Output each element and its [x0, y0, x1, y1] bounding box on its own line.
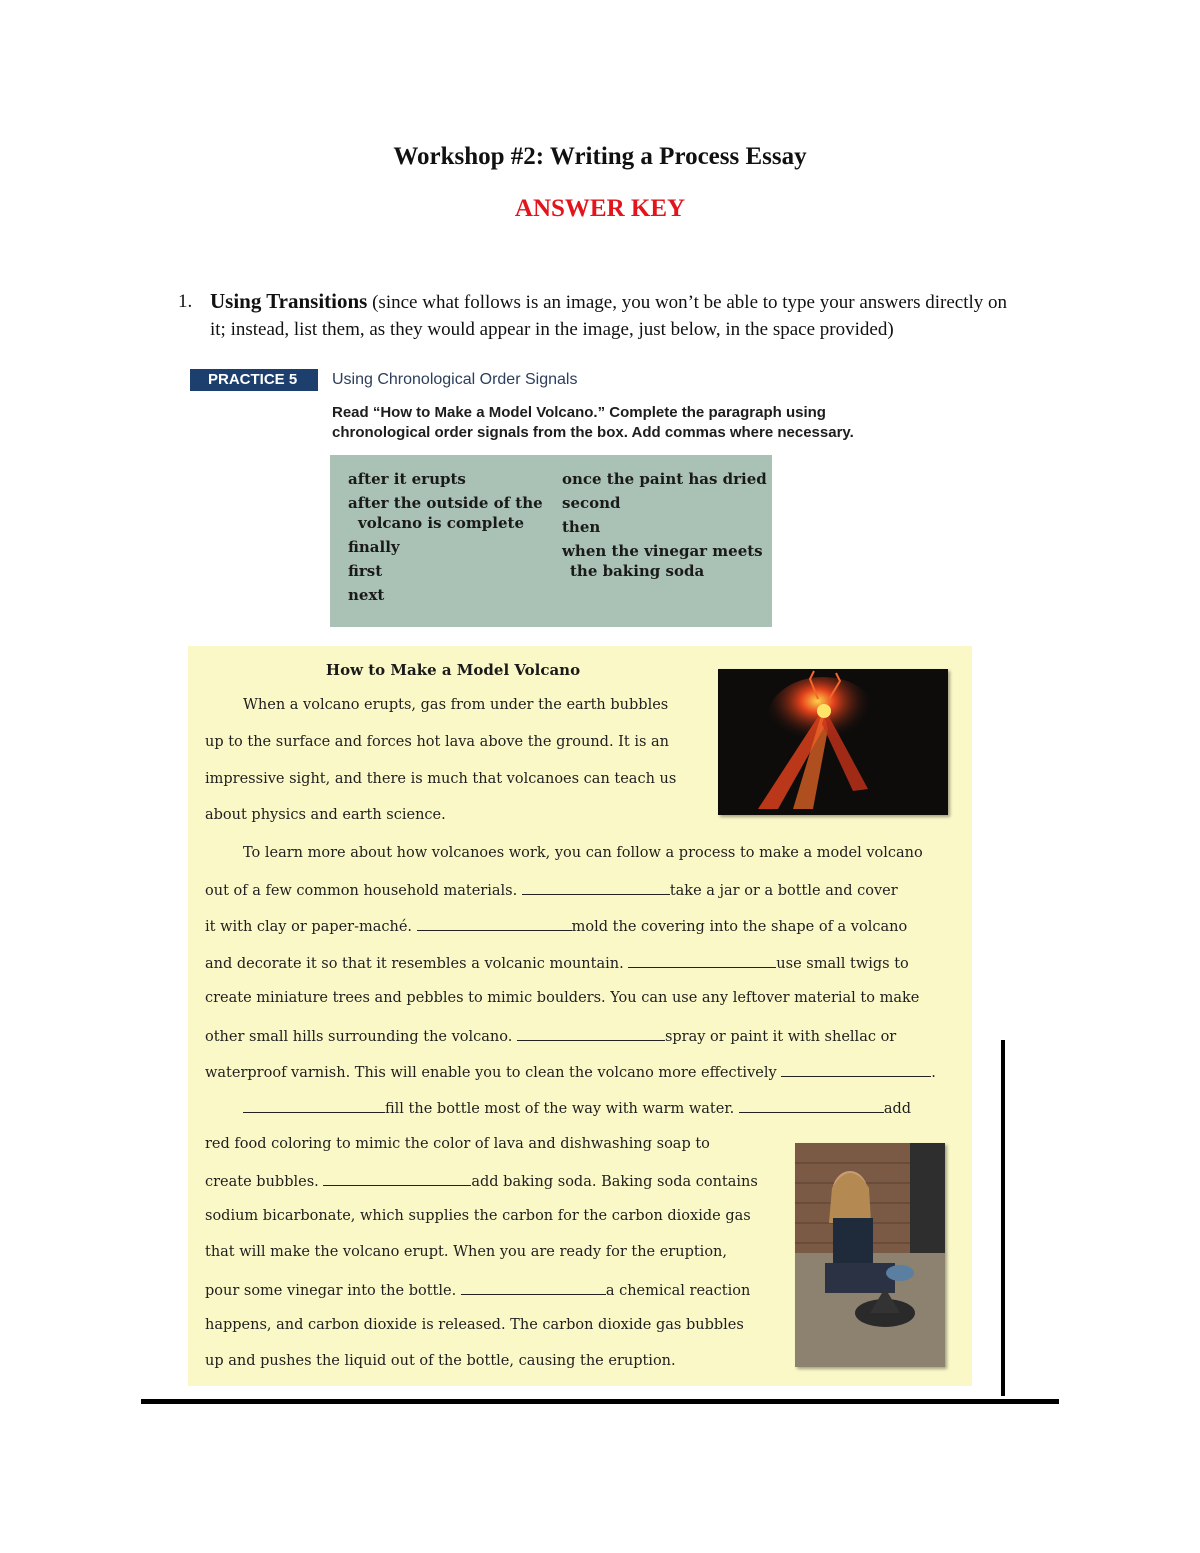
- text-line: [243, 1099, 911, 1117]
- text-segment: use small twigs to: [776, 956, 909, 972]
- volcano-eruption-image: [718, 669, 948, 815]
- text-line: sodium bicarbonate, which supplies the carbon for the carbon dioxide gas: [205, 1208, 751, 1224]
- instructions-line-2: chronological order signals from the box. Add commas where necessary.: [332, 424, 854, 441]
- text-segment: create bubbles.: [205, 1174, 319, 1190]
- volcano-photo: [718, 669, 948, 815]
- signal-item: after the outside of the: [348, 494, 543, 512]
- text-segment: a chemical reaction: [605, 1283, 751, 1299]
- text-segment: pour some vinegar into the bottle.: [205, 1283, 457, 1299]
- signal-item: volcano is complete: [358, 514, 524, 532]
- text-segment: waterproof varnish. This will enable you to clean the volcano more effectively: [205, 1065, 777, 1081]
- signal-item: then: [562, 518, 601, 536]
- reading-title: How to Make a Model Volcano: [325, 661, 581, 679]
- text-segment: and decorate it so that it resembles a volcanic mountain.: [205, 956, 624, 972]
- text-line: that will make the volcano erupt. When you are ready for the eruption,: [205, 1244, 727, 1260]
- text-line: red food coloring to mimic the color of lava and dishwashing soap to: [205, 1136, 710, 1152]
- practice-title: Using Chronological Order Signals: [332, 371, 578, 388]
- answer-key-heading: ANSWER KEY: [514, 195, 686, 222]
- signal-item: once the paint has dried: [562, 470, 767, 488]
- text-line: up to the surface and forces hot lava above the ground. It is an: [205, 734, 670, 750]
- signal-column-2: [562, 469, 772, 585]
- answer-blank[interactable]: [417, 917, 572, 931]
- text-line: [205, 1063, 936, 1081]
- text-segment: other small hills surrounding the volcano.: [205, 1029, 513, 1045]
- text-line: create miniature trees and pebbles to mimic boulders. You can use any leftover material to make: [205, 990, 920, 1006]
- vertical-divider: [1001, 1040, 1005, 1396]
- text-segment: take a jar or a bottle and cover: [669, 883, 898, 899]
- text-line: [205, 1027, 896, 1045]
- answer-blank[interactable]: [628, 954, 776, 968]
- horizontal-divider: [141, 1399, 1059, 1404]
- text-segment: add baking soda. Baking soda contains: [471, 1174, 758, 1190]
- signal-column-1: [348, 469, 548, 609]
- signal-item: next: [348, 586, 385, 604]
- text-line: [205, 1172, 758, 1190]
- text-line: When a volcano erupts, gas from under the earth bubbles: [243, 697, 669, 713]
- instructions-line-1: Read “How to Make a Model Volcano.” Complete the paragraph using: [332, 404, 826, 421]
- question-instruction-2: it; instead, list them, as they would appear in the image, just below, in the space provided): [210, 319, 894, 340]
- question-instruction-1: (since what follows is an image, you won’t be able to type your answers directly on: [372, 292, 1008, 313]
- signal-item: second: [562, 494, 621, 512]
- text-line: [205, 917, 907, 935]
- text-line: up and pushes the liquid out of the bottle, causing the eruption.: [205, 1353, 676, 1369]
- answer-blank[interactable]: [517, 1027, 665, 1041]
- text-line: [205, 954, 909, 972]
- signal-word-box: [330, 455, 772, 627]
- question-1: [178, 288, 1058, 343]
- signal-item: the baking soda: [570, 562, 705, 580]
- signal-item: after it erupts: [348, 470, 466, 488]
- text-segment: mold the covering into the shape of a volcano: [571, 919, 908, 935]
- signal-item: first: [348, 562, 383, 580]
- answer-blank[interactable]: [739, 1099, 884, 1113]
- answer-blank[interactable]: [522, 881, 670, 895]
- signal-item: finally: [348, 538, 400, 556]
- text-line: To learn more about how volcanoes work, you can follow a process to make a model volcano: [243, 845, 923, 861]
- answer-blank[interactable]: [243, 1099, 385, 1113]
- text-segment: it with clay or paper-maché.: [205, 919, 413, 935]
- text-segment: spray or paint it with shellac or: [664, 1029, 897, 1045]
- question-number: 1.: [178, 291, 193, 312]
- text-segment: out of a few common household materials.: [205, 883, 518, 899]
- page-title: Workshop #2: Writing a Process Essay: [393, 143, 807, 170]
- signal-item: when the vinegar meets: [562, 542, 763, 560]
- girl-with-volcano-photo: [795, 1143, 945, 1367]
- text-line: about physics and earth science.: [205, 807, 446, 823]
- girl-photo-image: [795, 1143, 945, 1367]
- text-line: [205, 881, 898, 899]
- text-line: impressive sight, and there is much that volcanoes can teach us: [205, 771, 677, 787]
- practice-instructions: [332, 403, 892, 443]
- text-line: [205, 1281, 750, 1299]
- text-segment: fill the bottle most of the way with warm water.: [385, 1101, 735, 1117]
- answer-blank[interactable]: [781, 1063, 931, 1077]
- text-segment: .: [931, 1065, 936, 1081]
- text-segment: add: [883, 1101, 912, 1117]
- answer-blank[interactable]: [323, 1172, 471, 1186]
- text-line: happens, and carbon dioxide is released. The carbon dioxide gas bubbles: [205, 1317, 744, 1333]
- practice-label: PRACTICE 5: [190, 369, 318, 391]
- question-heading: Using Transitions: [210, 289, 368, 313]
- answer-blank[interactable]: [461, 1281, 606, 1295]
